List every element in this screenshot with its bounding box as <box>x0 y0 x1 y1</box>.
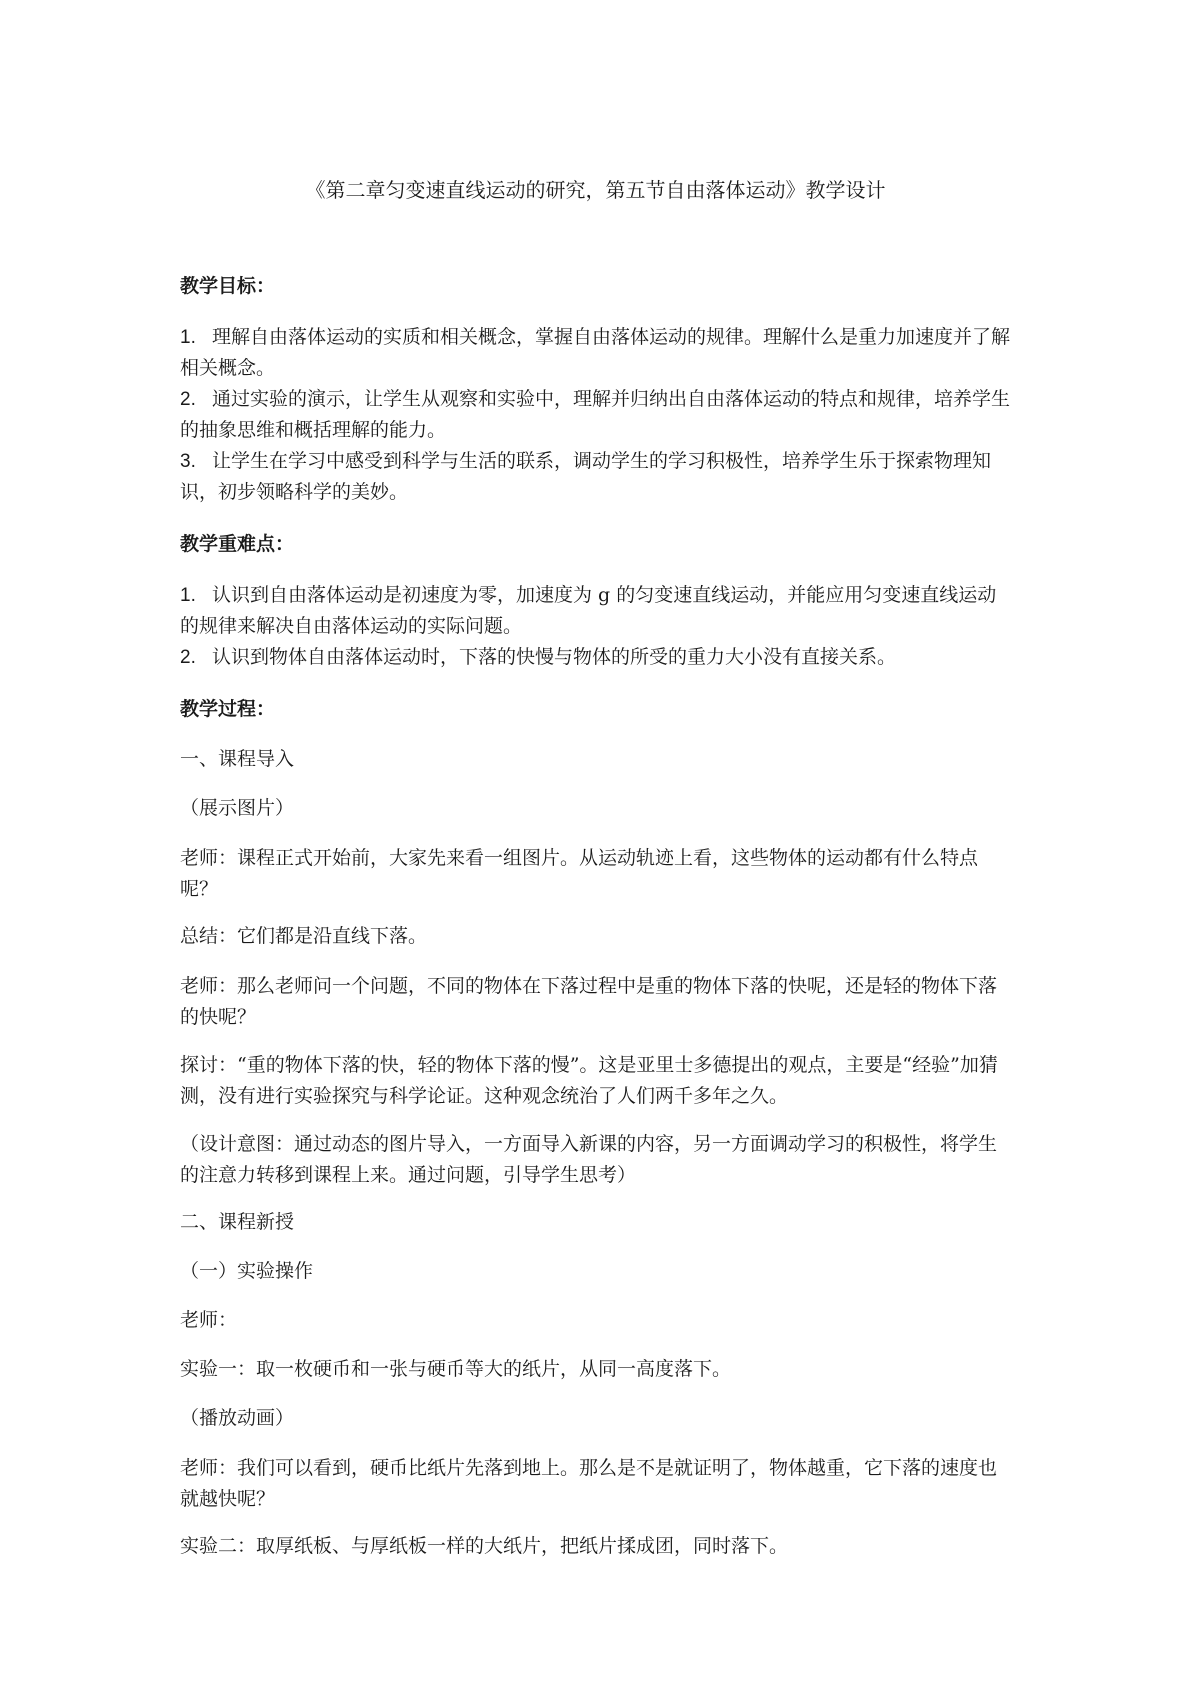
objective-item: 2. 通过实验的演示，让学生从观察和实验中，理解并归纳出自由落体运动的特点和规律，培养学生的抽象思维和概括理解的能力。 <box>180 388 1011 441</box>
summary-paragraph: 总结：它们都是沿直线下落。 <box>180 925 428 947</box>
objective-item: 3. 让学生在学习中感受到科学与生活的联系，调动学生的学习积极性，培养学生乐于探索物理知识，初步领略科学的美妙。 <box>180 450 992 503</box>
teacher-label: 老师： <box>180 1309 238 1331</box>
experiment-one: 实验一：取一枚硬币和一张与硬币等大的纸片，从同一高度落下。 <box>180 1358 732 1380</box>
key-points-list <box>180 580 1014 673</box>
experiment-two: 实验二：取厚纸板、与厚纸板一样的大纸片，把纸片揉成团，同时落下。 <box>180 1535 789 1557</box>
document-body <box>180 272 1014 1581</box>
objective-item: 1. 理解自由落体运动的实质和相关概念，掌握自由落体运动的规律。理解什么是重力加速度并了解相关概念。 <box>180 326 1011 379</box>
stage-direction: （播放动画） <box>180 1407 295 1429</box>
key-points-heading: 教学重难点： <box>180 533 295 555</box>
subsection-heading-experiment: （一）实验操作 <box>180 1260 314 1282</box>
stage-direction: （展示图片） <box>180 797 295 819</box>
section-heading-intro: 一、课程导入 <box>180 748 295 770</box>
process-heading: 教学过程： <box>180 698 276 720</box>
document-title: 《第二章匀变速直线运动的研究，第五节自由落体运动》教学设计 <box>305 178 886 202</box>
objectives-list <box>180 322 1014 508</box>
discussion-paragraph: 探讨：“重的物体下落的快，轻的物体下落的慢”。这是亚里士多德提出的观点，主要是“经验”加猜测，没有进行实验探究与科学论证。这种观念统治了人们两千多年之久。 <box>180 1054 998 1107</box>
key-point-item: 1. 认识到自由落体运动是初速度为零，加速度为 g 的匀变速直线运动，并能应用匀变速直线运动的规律来解决自由落体运动的实际问题。 <box>180 584 997 637</box>
section-heading-new-lesson: 二、课程新授 <box>180 1211 295 1233</box>
design-intent-paragraph: （设计意图：通过动态的图片导入，一方面导入新课的内容，另一方面调动学习的积极性，将学生的注意力转移到课程上来。通过问题，引导学生思考） <box>180 1133 998 1186</box>
objectives-heading: 教学目标： <box>180 275 276 297</box>
key-point-item: 2. 认识到物体自由落体运动时，下落的快慢与物体的所受的重力大小没有直接关系。 <box>180 646 897 668</box>
teacher-dialogue: 老师：课程正式开始前，大家先来看一组图片。从运动轨迹上看，这些物体的运动都有什么特点呢？ <box>180 847 979 900</box>
teacher-dialogue: 老师：那么老师问一个问题，不同的物体在下落过程中是重的物体下落的快呢，还是轻的物体下落的快呢？ <box>180 975 998 1028</box>
teacher-dialogue: 老师：我们可以看到，硬币比纸片先落到地上。那么是不是就证明了，物体越重，它下落的速度也就越快呢？ <box>180 1457 998 1510</box>
